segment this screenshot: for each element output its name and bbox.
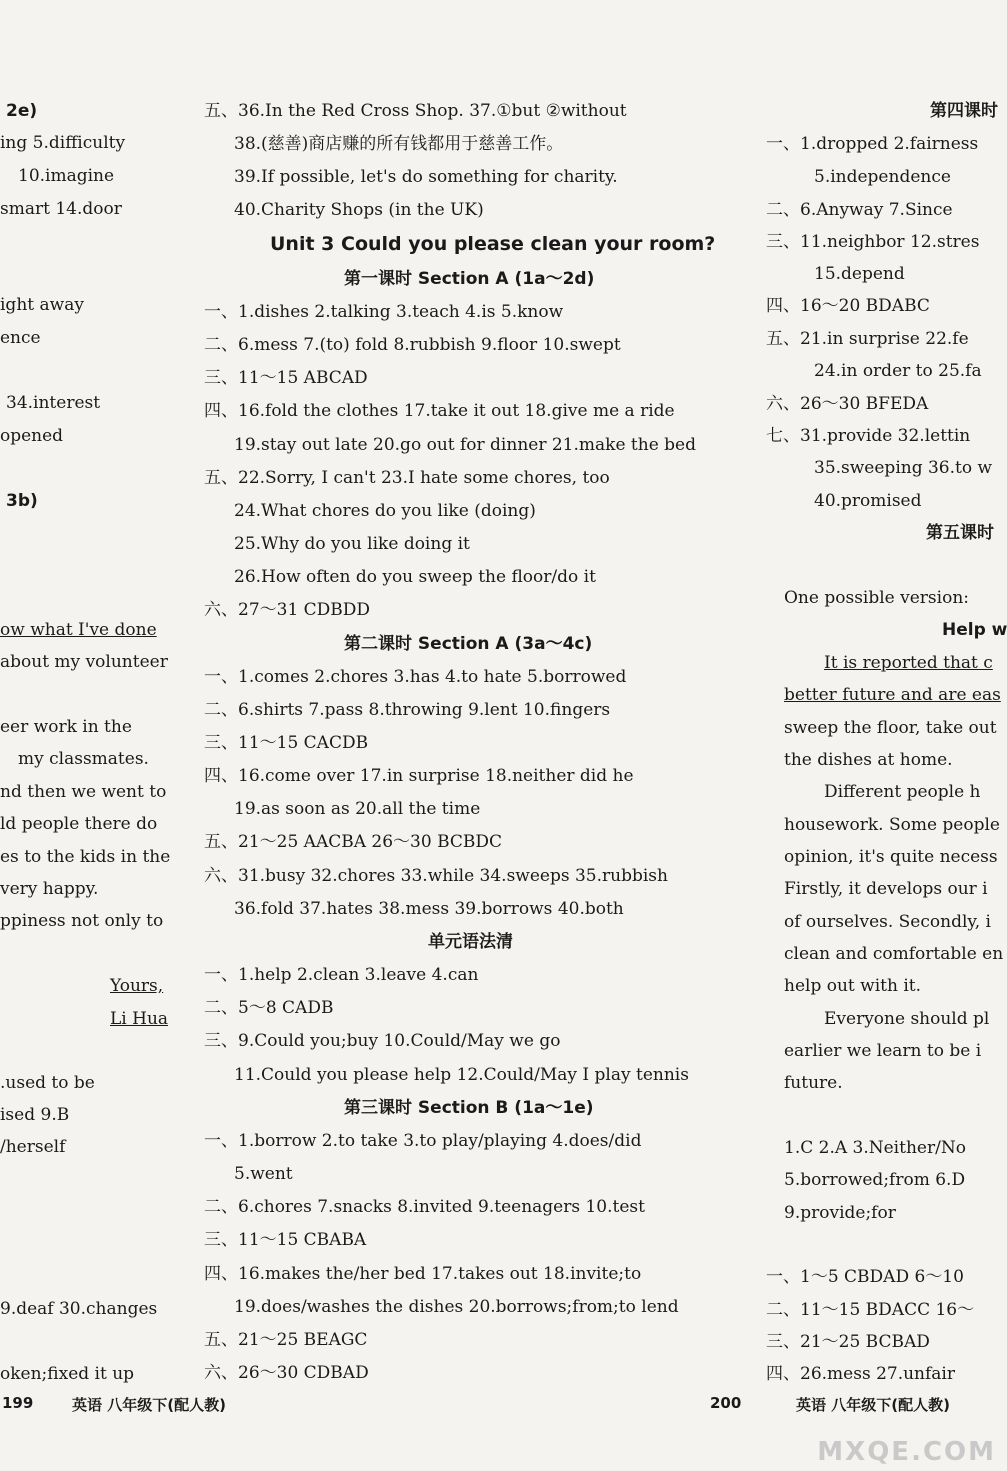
answer-line: 一、1～5 CBDAD 6～10 bbox=[766, 1267, 964, 1287]
page-number-right: 200 bbox=[710, 1394, 742, 1412]
left-line: es to the kids in the bbox=[0, 847, 171, 867]
left-line: ld people there do bbox=[0, 814, 158, 834]
answer-line: 二、6.mess 7.(to) fold 8.rubbish 9.floor 10.swept bbox=[204, 335, 621, 355]
answer-line: 二、6.Anyway 7.Since bbox=[766, 200, 953, 220]
left-line: /herself bbox=[0, 1137, 66, 1157]
answer-line: 5.borrowed;from 6.D bbox=[784, 1170, 966, 1190]
page-number-left: 199 bbox=[2, 1394, 34, 1412]
essay-line: better future and are eas bbox=[784, 685, 1001, 705]
book-label-left: 英语 八年级下(配人教) bbox=[72, 1396, 226, 1414]
answer-line: 二、6.chores 7.snacks 8.invited 9.teenagers 10.test bbox=[204, 1197, 645, 1217]
answer-line: 三、21～25 BCBAD bbox=[766, 1332, 930, 1352]
left-column bbox=[0, 0, 190, 1471]
answer-line: 一、1.help 2.clean 3.leave 4.can bbox=[204, 965, 479, 985]
left-line: 9.deaf 30.changes bbox=[0, 1299, 158, 1319]
essay-line: Different people h bbox=[824, 782, 981, 802]
answer-line: 四、16～20 BDABC bbox=[766, 296, 930, 316]
essay-line: sweep the floor, take out bbox=[784, 718, 997, 738]
answer-line: 19.does/washes the dishes 20.borrows;from;to lend bbox=[234, 1297, 679, 1317]
answer-line: 一、1.comes 2.chores 3.has 4.to hate 5.borrowed bbox=[204, 667, 627, 687]
section-title: 第五课时 bbox=[926, 523, 994, 543]
answer-line: 五、36.In the Red Cross Shop. 37.①but ②without bbox=[204, 101, 627, 121]
left-line: ow what I've done bbox=[0, 620, 157, 640]
answer-line: 26.How often do you sweep the floor/do it bbox=[234, 567, 596, 587]
answer-line: 五、22.Sorry, I can't 23.I hate some chores, too bbox=[204, 468, 610, 488]
answer-line: 一、1.dropped 2.fairness bbox=[766, 134, 979, 154]
answer-line: 15.depend bbox=[814, 264, 905, 284]
answer-line: 六、31.busy 32.chores 33.while 34.sweeps 35.rubbish bbox=[204, 866, 668, 886]
answer-line: 38.(慈善)商店赚的所有钱都用于慈善工作。 bbox=[234, 134, 564, 154]
essay-line: Everyone should pl bbox=[824, 1009, 990, 1029]
answer-line: 一、1.dishes 2.talking 3.teach 4.is 5.know bbox=[204, 302, 564, 322]
essay-line: future. bbox=[784, 1073, 843, 1093]
left-line: ight away bbox=[0, 295, 84, 315]
left-line: my classmates. bbox=[18, 749, 149, 769]
left-line: very happy. bbox=[0, 879, 99, 899]
answer-line: 五、21.in surprise 22.fe bbox=[766, 329, 969, 349]
section-title: 单元语法清 bbox=[428, 932, 513, 952]
left-line: oken;fixed it up bbox=[0, 1364, 135, 1384]
unit-title: Unit 3 Could you please clean your room? bbox=[270, 233, 716, 255]
answer-line: 四、26.mess 27.unfair bbox=[766, 1364, 955, 1384]
answer-line: 24.What chores do you like (doing) bbox=[234, 501, 536, 521]
signature-closing: Yours, bbox=[110, 976, 164, 996]
answer-line: 40.promised bbox=[814, 491, 922, 511]
left-line: ence bbox=[0, 328, 41, 348]
essay-line: the dishes at home. bbox=[784, 750, 953, 770]
section-title: 第二课时 Section A (3a～4c) bbox=[344, 634, 593, 654]
answer-line: 三、11～15 CACDB bbox=[204, 733, 369, 753]
answer-line: 25.Why do you like doing it bbox=[234, 534, 470, 554]
answer-line: 9.provide;for bbox=[784, 1203, 896, 1223]
left-line: ing 5.difficulty bbox=[0, 133, 126, 153]
answer-line: 六、26～30 CDBAD bbox=[204, 1363, 369, 1383]
answer-line: 三、11～15 ABCAD bbox=[204, 368, 368, 388]
essay-line: earlier we learn to be i bbox=[784, 1041, 982, 1061]
left-line: nd then we went to bbox=[0, 782, 167, 802]
answer-line: 七、31.provide 32.lettin bbox=[766, 426, 971, 446]
answer-line: 四、16.come over 17.in surprise 18.neither did he bbox=[204, 766, 634, 786]
left-line: smart 14.door bbox=[0, 199, 122, 219]
answer-line: 三、11～15 CBABA bbox=[204, 1230, 367, 1250]
answer-line: 35.sweeping 36.to w bbox=[814, 458, 993, 478]
book-label-right: 英语 八年级下(配人教) bbox=[796, 1396, 950, 1414]
left-line: eer work in the bbox=[0, 717, 132, 737]
right-column bbox=[766, 0, 1007, 1471]
left-heading: 2e) bbox=[6, 101, 38, 121]
section-title: 第一课时 Section A (1a～2d) bbox=[344, 269, 595, 289]
answer-line: 六、26～30 BFEDA bbox=[766, 394, 929, 414]
essay-line: Firstly, it develops our i bbox=[784, 879, 988, 899]
essay-line: help out with it. bbox=[784, 976, 921, 996]
answer-line: 五、21～25 BEAGC bbox=[204, 1330, 368, 1350]
answer-line: 5.went bbox=[234, 1164, 293, 1184]
left-line: .used to be bbox=[0, 1073, 95, 1093]
answer-line: 二、5～8 CADB bbox=[204, 998, 334, 1018]
signature-name: Li Hua bbox=[110, 1009, 169, 1029]
essay-title: Help w bbox=[942, 620, 1007, 640]
answer-line: 四、16.makes the/her bed 17.takes out 18.invite;to bbox=[204, 1264, 642, 1284]
essay-intro: One possible version: bbox=[784, 588, 969, 608]
middle-column bbox=[200, 0, 740, 1471]
answer-line: 二、11～15 BDACC 16～ bbox=[766, 1300, 975, 1320]
answer-line: 19.as soon as 20.all the time bbox=[234, 799, 481, 819]
essay-line: clean and comfortable en bbox=[784, 944, 1004, 964]
left-line: 10.imagine bbox=[18, 166, 115, 186]
answer-line: 四、16.fold the clothes 17.take it out 18.give me a ride bbox=[204, 401, 675, 421]
answer-line: 三、11.neighbor 12.stres bbox=[766, 232, 980, 252]
answer-line: 一、1.borrow 2.to take 3.to play/playing 4.does/did bbox=[204, 1131, 642, 1151]
answer-line: 5.independence bbox=[814, 167, 951, 187]
answer-line: 五、21～25 AACBA 26～30 BCBDC bbox=[204, 832, 503, 852]
answer-line: 1.C 2.A 3.Neither/No bbox=[784, 1138, 966, 1158]
left-line: 34.interest bbox=[6, 393, 101, 413]
answer-line: 二、6.shirts 7.pass 8.throwing 9.lent 10.fingers bbox=[204, 700, 611, 720]
section-title: 第四课时 bbox=[930, 101, 998, 121]
watermark-logo: MXQE.COM bbox=[817, 1437, 996, 1467]
answer-line: 24.in order to 25.fa bbox=[814, 361, 982, 381]
answer-line: 40.Charity Shops (in the UK) bbox=[234, 200, 484, 220]
answer-line: 19.stay out late 20.go out for dinner 21.make the bed bbox=[234, 435, 696, 455]
answer-line: 11.Could you please help 12.Could/May I play tennis bbox=[234, 1065, 689, 1085]
essay-line: It is reported that c bbox=[824, 653, 993, 673]
answer-line: 39.If possible, let's do something for charity. bbox=[234, 167, 618, 187]
left-heading: 3b) bbox=[6, 491, 38, 511]
answer-line: 36.fold 37.hates 38.mess 39.borrows 40.both bbox=[234, 899, 624, 919]
essay-line: housework. Some people bbox=[784, 815, 1000, 835]
essay-line: of ourselves. Secondly, i bbox=[784, 912, 991, 932]
section-title: 第三课时 Section B (1a～1e) bbox=[344, 1098, 594, 1118]
left-line: ppiness not only to bbox=[0, 911, 164, 931]
left-line: about my volunteer bbox=[0, 652, 168, 672]
answer-line: 三、9.Could you;buy 10.Could/May we go bbox=[204, 1031, 561, 1051]
essay-line: opinion, it's quite necess bbox=[784, 847, 998, 867]
left-line: ised 9.B bbox=[0, 1105, 70, 1125]
left-line: opened bbox=[0, 426, 64, 446]
answer-line: 六、27～31 CDBDD bbox=[204, 600, 371, 620]
